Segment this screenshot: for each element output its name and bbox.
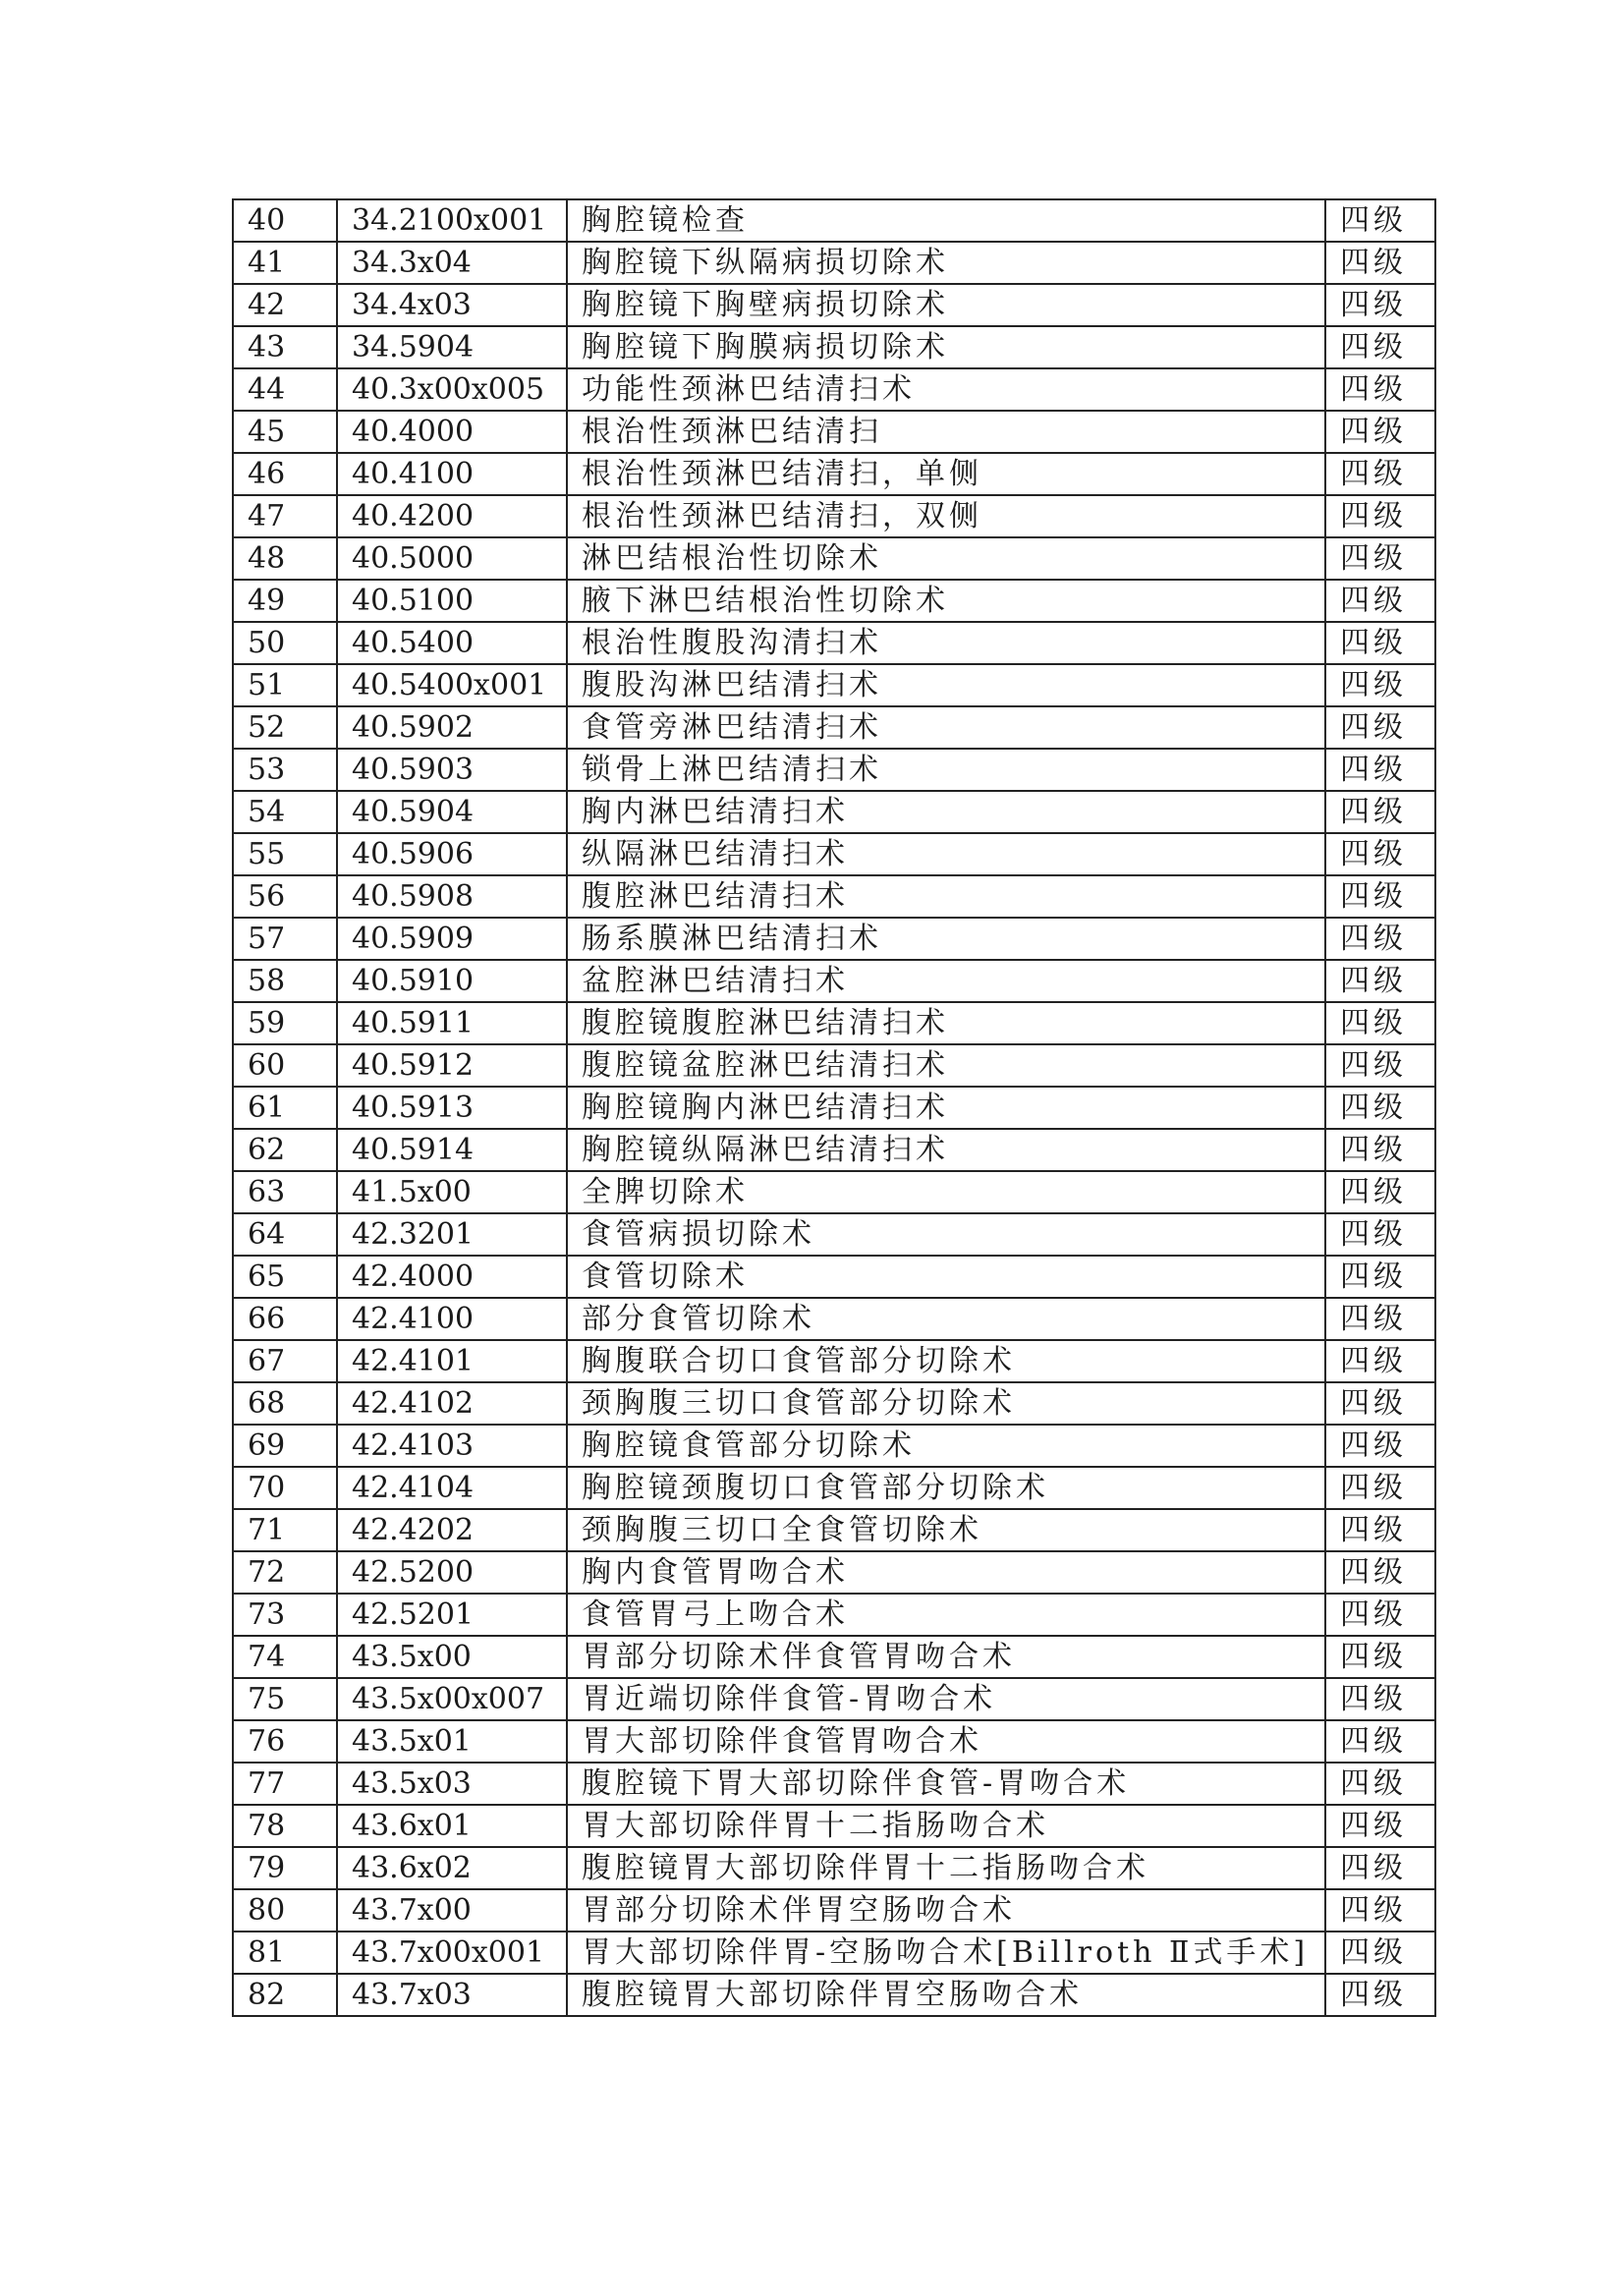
procedure-code-cell: 40.5400 — [337, 622, 567, 664]
row-number-cell: 47 — [233, 495, 337, 537]
table-row — [233, 1889, 1435, 1932]
row-number-cell: 58 — [233, 960, 337, 1002]
surgery-level-cell: 四级 — [1325, 664, 1435, 706]
surgery-level-cell: 四级 — [1325, 1974, 1435, 2016]
procedure-code-cell: 40.5100 — [337, 580, 567, 622]
procedure-code-cell: 34.5904 — [337, 326, 567, 368]
surgery-level-cell: 四级 — [1325, 1425, 1435, 1467]
row-number-cell: 42 — [233, 284, 337, 326]
procedure-code-cell: 40.5912 — [337, 1044, 567, 1087]
surgery-level-cell: 四级 — [1325, 1805, 1435, 1847]
procedure-code-cell: 42.4000 — [337, 1256, 567, 1298]
row-number-cell: 76 — [233, 1720, 337, 1763]
procedure-name-cell: 胃部分切除术伴胃空肠吻合术 — [567, 1889, 1325, 1932]
surgery-level-cell: 四级 — [1325, 1594, 1435, 1636]
surgery-level-cell: 四级 — [1325, 242, 1435, 284]
procedure-name-cell: 腹腔镜下胃大部切除伴食管-胃吻合术 — [567, 1763, 1325, 1805]
procedure-code-cell: 40.5903 — [337, 749, 567, 791]
procedure-name-cell: 纵隔淋巴结清扫术 — [567, 833, 1325, 875]
surgery-level-cell: 四级 — [1325, 791, 1435, 833]
table-row — [233, 791, 1435, 833]
procedure-code-cell: 40.5906 — [337, 833, 567, 875]
table-row — [233, 1678, 1435, 1720]
procedure-name-cell: 根治性颈淋巴结清扫，单侧 — [567, 453, 1325, 495]
row-number-cell: 82 — [233, 1974, 337, 2016]
table-row — [233, 453, 1435, 495]
procedure-name-cell: 胸腹联合切口食管部分切除术 — [567, 1340, 1325, 1382]
procedure-name-cell: 食管切除术 — [567, 1256, 1325, 1298]
surgery-level-cell: 四级 — [1325, 1932, 1435, 1974]
procedure-name-cell: 腹腔镜盆腔淋巴结清扫术 — [567, 1044, 1325, 1087]
row-number-cell: 51 — [233, 664, 337, 706]
procedure-name-cell: 腹腔镜胃大部切除伴胃十二指肠吻合术 — [567, 1847, 1325, 1889]
surgery-level-cell: 四级 — [1325, 1509, 1435, 1551]
row-number-cell: 54 — [233, 791, 337, 833]
procedure-name-cell: 盆腔淋巴结清扫术 — [567, 960, 1325, 1002]
procedure-code-cell: 40.5902 — [337, 706, 567, 749]
row-number-cell: 50 — [233, 622, 337, 664]
row-number-cell: 57 — [233, 918, 337, 960]
row-number-cell: 66 — [233, 1298, 337, 1340]
table-row — [233, 875, 1435, 918]
procedure-name-cell: 腹腔淋巴结清扫术 — [567, 875, 1325, 918]
procedure-name-cell: 全脾切除术 — [567, 1171, 1325, 1213]
surgery-level-cell: 四级 — [1325, 875, 1435, 918]
surgery-level-cell: 四级 — [1325, 1847, 1435, 1889]
row-number-cell: 63 — [233, 1171, 337, 1213]
procedure-code-cell: 34.2100x001 — [337, 199, 567, 242]
row-number-cell: 79 — [233, 1847, 337, 1889]
table-row — [233, 368, 1435, 411]
table-row — [233, 1002, 1435, 1044]
procedure-code-cell: 42.4102 — [337, 1382, 567, 1425]
table-row — [233, 1425, 1435, 1467]
procedure-name-cell: 胸腔镜下胸膜病损切除术 — [567, 326, 1325, 368]
surgery-level-cell: 四级 — [1325, 1129, 1435, 1171]
row-number-cell: 41 — [233, 242, 337, 284]
procedure-name-cell: 胃部分切除术伴食管胃吻合术 — [567, 1636, 1325, 1678]
procedure-code-cell: 42.5201 — [337, 1594, 567, 1636]
surgery-level-cell: 四级 — [1325, 199, 1435, 242]
table-row — [233, 1763, 1435, 1805]
procedure-name-cell: 锁骨上淋巴结清扫术 — [567, 749, 1325, 791]
surgery-level-cell: 四级 — [1325, 537, 1435, 580]
row-number-cell: 68 — [233, 1382, 337, 1425]
procedure-code-cell: 42.4100 — [337, 1298, 567, 1340]
table-row — [233, 1256, 1435, 1298]
table-row — [233, 918, 1435, 960]
procedure-code-cell: 42.4202 — [337, 1509, 567, 1551]
table-row — [233, 199, 1435, 242]
procedure-name-cell: 胃大部切除伴胃-空肠吻合术[Billroth Ⅱ式手术] — [567, 1932, 1325, 1974]
surgery-level-cell: 四级 — [1325, 918, 1435, 960]
procedure-code-cell: 43.5x01 — [337, 1720, 567, 1763]
procedure-name-cell: 根治性颈淋巴结清扫 — [567, 411, 1325, 453]
row-number-cell: 40 — [233, 199, 337, 242]
table-row — [233, 1551, 1435, 1594]
procedure-code-cell: 43.7x00 — [337, 1889, 567, 1932]
row-number-cell: 55 — [233, 833, 337, 875]
table-row — [233, 749, 1435, 791]
row-number-cell: 45 — [233, 411, 337, 453]
procedure-code-cell: 40.5909 — [337, 918, 567, 960]
table-row — [233, 1382, 1435, 1425]
table-row — [233, 1087, 1435, 1129]
procedure-code-cell: 40.5911 — [337, 1002, 567, 1044]
procedure-name-cell: 功能性颈淋巴结清扫术 — [567, 368, 1325, 411]
row-number-cell: 64 — [233, 1213, 337, 1256]
surgery-level-cell: 四级 — [1325, 1636, 1435, 1678]
procedure-name-cell: 胸内淋巴结清扫术 — [567, 791, 1325, 833]
procedure-code-cell: 43.6x02 — [337, 1847, 567, 1889]
table-row — [233, 1847, 1435, 1889]
surgery-level-cell: 四级 — [1325, 1171, 1435, 1213]
procedure-code-cell: 40.5913 — [337, 1087, 567, 1129]
row-number-cell: 62 — [233, 1129, 337, 1171]
procedure-code-cell: 40.5000 — [337, 537, 567, 580]
procedure-name-cell: 根治性颈淋巴结清扫，双侧 — [567, 495, 1325, 537]
table-row — [233, 1213, 1435, 1256]
row-number-cell: 80 — [233, 1889, 337, 1932]
surgery-level-cell: 四级 — [1325, 411, 1435, 453]
row-number-cell: 72 — [233, 1551, 337, 1594]
procedure-code-cell: 43.7x00x001 — [337, 1932, 567, 1974]
row-number-cell: 43 — [233, 326, 337, 368]
procedure-name-cell: 胸腔镜下胸壁病损切除术 — [567, 284, 1325, 326]
procedure-name-cell: 食管病损切除术 — [567, 1213, 1325, 1256]
procedure-code-cell: 42.5200 — [337, 1551, 567, 1594]
row-number-cell: 48 — [233, 537, 337, 580]
surgery-level-cell: 四级 — [1325, 580, 1435, 622]
surgery-level-cell: 四级 — [1325, 1087, 1435, 1129]
row-number-cell: 53 — [233, 749, 337, 791]
surgery-level-cell: 四级 — [1325, 1551, 1435, 1594]
row-number-cell: 67 — [233, 1340, 337, 1382]
procedure-name-cell: 腹腔镜腹腔淋巴结清扫术 — [567, 1002, 1325, 1044]
surgery-level-cell: 四级 — [1325, 706, 1435, 749]
table-row — [233, 1932, 1435, 1974]
table-row — [233, 1720, 1435, 1763]
row-number-cell: 46 — [233, 453, 337, 495]
row-number-cell: 65 — [233, 1256, 337, 1298]
surgery-level-cell: 四级 — [1325, 960, 1435, 1002]
table-row — [233, 495, 1435, 537]
procedure-name-cell: 颈胸腹三切口全食管切除术 — [567, 1509, 1325, 1551]
row-number-cell: 74 — [233, 1636, 337, 1678]
procedure-name-cell: 胃大部切除伴食管胃吻合术 — [567, 1720, 1325, 1763]
procedure-code-cell: 34.4x03 — [337, 284, 567, 326]
table-row — [233, 1044, 1435, 1087]
table-row — [233, 1467, 1435, 1509]
procedure-code-cell: 40.4200 — [337, 495, 567, 537]
surgery-level-cell: 四级 — [1325, 1256, 1435, 1298]
table-row — [233, 537, 1435, 580]
procedure-code-cell: 41.5x00 — [337, 1171, 567, 1213]
procedure-name-cell: 部分食管切除术 — [567, 1298, 1325, 1340]
surgery-level-cell: 四级 — [1325, 1382, 1435, 1425]
surgery-level-cell: 四级 — [1325, 1889, 1435, 1932]
row-number-cell: 61 — [233, 1087, 337, 1129]
row-number-cell: 49 — [233, 580, 337, 622]
procedure-code-cell: 40.5908 — [337, 875, 567, 918]
procedure-code-cell: 42.4101 — [337, 1340, 567, 1382]
table-row — [233, 1298, 1435, 1340]
surgery-level-cell: 四级 — [1325, 1340, 1435, 1382]
procedure-code-cell: 40.4100 — [337, 453, 567, 495]
procedure-name-cell: 胸腔镜胸内淋巴结清扫术 — [567, 1087, 1325, 1129]
procedure-code-cell: 40.5914 — [337, 1129, 567, 1171]
table-row — [233, 1509, 1435, 1551]
table-row — [233, 664, 1435, 706]
row-number-cell: 75 — [233, 1678, 337, 1720]
procedure-code-cell: 42.4104 — [337, 1467, 567, 1509]
table-row — [233, 1594, 1435, 1636]
table-row — [233, 1974, 1435, 2016]
procedure-name-cell: 胸内食管胃吻合术 — [567, 1551, 1325, 1594]
procedure-name-cell: 肠系膜淋巴结清扫术 — [567, 918, 1325, 960]
row-number-cell: 71 — [233, 1509, 337, 1551]
table-row — [233, 960, 1435, 1002]
procedure-code-cell: 40.5910 — [337, 960, 567, 1002]
procedure-name-cell: 胃大部切除伴胃十二指肠吻合术 — [567, 1805, 1325, 1847]
procedure-name-cell: 颈胸腹三切口食管部分切除术 — [567, 1382, 1325, 1425]
row-number-cell: 78 — [233, 1805, 337, 1847]
procedure-name-cell: 胸腔镜检查 — [567, 199, 1325, 242]
procedure-name-cell: 腹腔镜胃大部切除伴胃空肠吻合术 — [567, 1974, 1325, 2016]
surgery-level-cell: 四级 — [1325, 326, 1435, 368]
table-row — [233, 1129, 1435, 1171]
procedure-code-cell: 40.5400x001 — [337, 664, 567, 706]
table-row — [233, 1340, 1435, 1382]
procedure-name-cell: 腋下淋巴结根治性切除术 — [567, 580, 1325, 622]
row-number-cell: 52 — [233, 706, 337, 749]
surgery-level-cell: 四级 — [1325, 1044, 1435, 1087]
surgery-level-cell: 四级 — [1325, 453, 1435, 495]
table-row — [233, 1805, 1435, 1847]
procedure-code-cell: 43.5x03 — [337, 1763, 567, 1805]
table-row — [233, 411, 1435, 453]
surgery-level-cell: 四级 — [1325, 622, 1435, 664]
row-number-cell: 59 — [233, 1002, 337, 1044]
surgery-level-cell: 四级 — [1325, 1298, 1435, 1340]
procedure-code-cell: 34.3x04 — [337, 242, 567, 284]
row-number-cell: 56 — [233, 875, 337, 918]
row-number-cell: 81 — [233, 1932, 337, 1974]
row-number-cell: 73 — [233, 1594, 337, 1636]
row-number-cell: 77 — [233, 1763, 337, 1805]
procedure-code-cell: 43.7x03 — [337, 1974, 567, 2016]
procedure-name-cell: 胸腔镜食管部分切除术 — [567, 1425, 1325, 1467]
surgery-level-cell: 四级 — [1325, 1467, 1435, 1509]
procedure-table — [232, 198, 1436, 2017]
procedure-name-cell: 胸腔镜纵隔淋巴结清扫术 — [567, 1129, 1325, 1171]
table-row — [233, 706, 1435, 749]
procedure-code-cell: 42.3201 — [337, 1213, 567, 1256]
surgery-level-cell: 四级 — [1325, 284, 1435, 326]
surgery-level-cell: 四级 — [1325, 1763, 1435, 1805]
table-row — [233, 622, 1435, 664]
row-number-cell: 60 — [233, 1044, 337, 1087]
procedure-code-cell: 43.6x01 — [337, 1805, 567, 1847]
procedure-code-cell: 40.4000 — [337, 411, 567, 453]
surgery-level-cell: 四级 — [1325, 1213, 1435, 1256]
surgery-level-cell: 四级 — [1325, 749, 1435, 791]
procedure-code-cell: 40.5904 — [337, 791, 567, 833]
table-row — [233, 1636, 1435, 1678]
procedure-name-cell: 根治性腹股沟清扫术 — [567, 622, 1325, 664]
table-row — [233, 284, 1435, 326]
table-row — [233, 1171, 1435, 1213]
procedure-code-cell: 42.4103 — [337, 1425, 567, 1467]
table-row — [233, 580, 1435, 622]
procedure-name-cell: 腹股沟淋巴结清扫术 — [567, 664, 1325, 706]
procedure-code-cell: 40.3x00x005 — [337, 368, 567, 411]
surgery-level-cell: 四级 — [1325, 1002, 1435, 1044]
surgery-level-cell: 四级 — [1325, 1678, 1435, 1720]
row-number-cell: 70 — [233, 1467, 337, 1509]
procedure-name-cell: 食管旁淋巴结清扫术 — [567, 706, 1325, 749]
row-number-cell: 44 — [233, 368, 337, 411]
procedure-code-cell: 43.5x00 — [337, 1636, 567, 1678]
surgery-level-cell: 四级 — [1325, 1720, 1435, 1763]
surgery-level-cell: 四级 — [1325, 495, 1435, 537]
procedure-name-cell: 胸腔镜颈腹切口食管部分切除术 — [567, 1467, 1325, 1509]
procedure-code-cell: 43.5x00x007 — [337, 1678, 567, 1720]
surgery-level-cell: 四级 — [1325, 833, 1435, 875]
procedure-name-cell: 胸腔镜下纵隔病损切除术 — [567, 242, 1325, 284]
table-row — [233, 833, 1435, 875]
surgery-level-cell: 四级 — [1325, 368, 1435, 411]
row-number-cell: 69 — [233, 1425, 337, 1467]
procedure-name-cell: 食管胃弓上吻合术 — [567, 1594, 1325, 1636]
procedure-name-cell: 胃近端切除伴食管-胃吻合术 — [567, 1678, 1325, 1720]
table-row — [233, 326, 1435, 368]
table-row — [233, 242, 1435, 284]
procedure-name-cell: 淋巴结根治性切除术 — [567, 537, 1325, 580]
procedure-table-body — [233, 199, 1435, 2016]
